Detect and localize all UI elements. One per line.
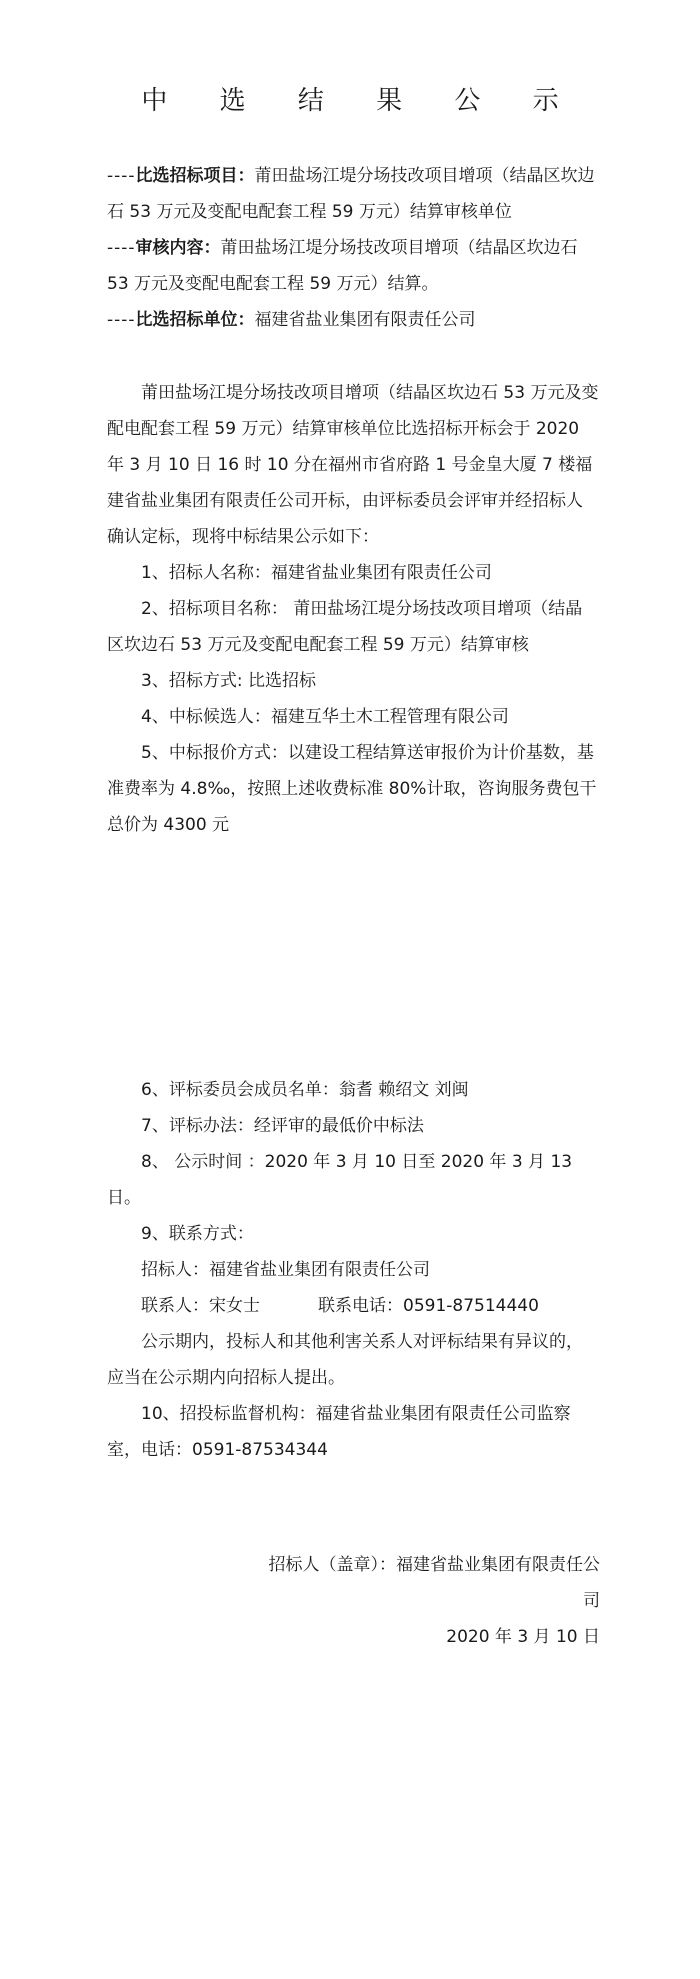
objection-notice: 公示期内，投标人和其他利害关系人对评标结果有异议的，应当在公示期内向招标人提出。 — [107, 1332, 583, 1388]
header-project — [107, 158, 599, 230]
header-unit — [107, 302, 599, 338]
page-title: 中 选 结 果 公 示 — [141, 86, 581, 116]
header-section — [107, 158, 599, 338]
dash-prefix: ---- — [107, 238, 136, 258]
contact-unit: 招标人：福建省盐业集团有限责任公司 — [141, 1260, 430, 1280]
item-9: 9、联系方式： — [141, 1224, 254, 1244]
item-4: 4、中标候选人：福建互华土木工程管理有限公司 — [141, 707, 509, 727]
content-label: 审核内容： — [135, 238, 221, 258]
body-section-2 — [107, 1072, 599, 1468]
header-content — [107, 230, 599, 302]
dash-prefix: ---- — [107, 310, 136, 330]
unit-label: 比选招标单位： — [135, 310, 255, 330]
item-10: 10、招投标监督机构：福建省盐业集团有限责任公司监察室，电话：0591-87534344 — [107, 1404, 571, 1460]
item-8: 8、 公示时间 ：2020 年 3 月 10 日至 2020 年 3 月 13 日。 — [107, 1152, 573, 1208]
item-2: 2、招标项目名称： 莆田盐场江堤分场技改项目增项（结晶区坎边石 53 万元及变配电配套工程 59 万元）结算审核 — [107, 599, 583, 655]
signature-line-1: 招标人（盖章）：福建省盐业集团有限责任公 — [268, 1555, 600, 1575]
contact-line — [107, 1288, 599, 1324]
signature-date: 2020 年 3 月 10 日 — [446, 1627, 600, 1647]
dash-prefix: ---- — [107, 166, 136, 186]
item-5: 5、中标报价方式：以建设工程结算送审报价为计价基数，基准费率为 4.8‰，按照上述收费标准 80%计取，咨询服务费包干总价为 4300 元 — [107, 743, 597, 835]
item-3: 3、招标方式: 比选招标 — [141, 671, 316, 691]
project-label: 比选招标项目： — [135, 166, 255, 186]
project-value: 莆田盐场江堤分场技改项目增项（结晶区坎边石 53 万元及变配电配套工程 59 万元）结算审核单位 — [107, 166, 595, 222]
body-section-1 — [107, 375, 599, 843]
signature-block — [218, 1547, 600, 1655]
contact-person: 联系人：宋女士 — [141, 1296, 260, 1316]
contact-phone: 联系电话：0591-87514440 — [318, 1296, 539, 1316]
signature-line-2: 司 — [583, 1591, 600, 1611]
unit-value: 福建省盐业集团有限责任公司 — [254, 310, 476, 330]
item-7: 7、评标办法：经评审的最低价中标法 — [141, 1116, 424, 1136]
item-1: 1、招标人名称：福建省盐业集团有限责任公司 — [141, 563, 492, 583]
intro-paragraph: 莆田盐场江堤分场技改项目增项（结晶区坎边石 53 万元及变配电配套工程 59 万元）结算审核单位比选招标开标会于 2020 年 3 月 10 日 16 时 10 分在福州市省府路 1 号金皇大厦 7 楼福建省盐业集团有限责任公司开标，由评标委员会评审并经招标人确认定标，现将中标结果公示如下： — [107, 383, 599, 547]
content-value: 莆田盐场江堤分场技改项目增项（结晶区坎边石 53 万元及变配电配套工程 59 万元）结算。 — [107, 238, 578, 294]
item-6: 6、评标委员会成员名单：翁耆 赖绍文 刘闽 — [141, 1080, 469, 1100]
